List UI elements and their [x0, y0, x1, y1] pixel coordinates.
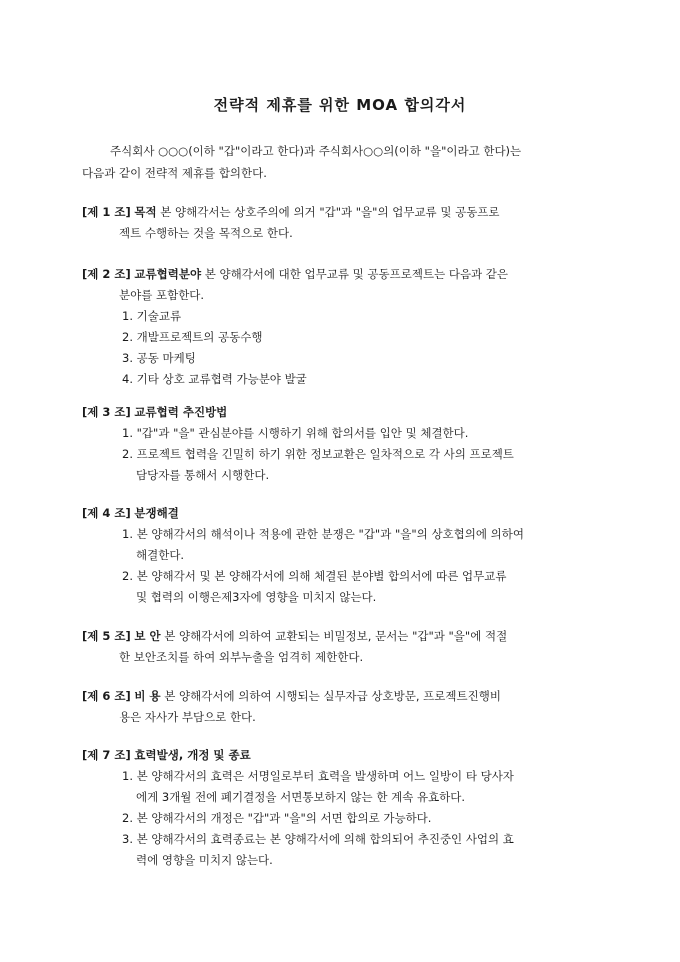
item-text-continued: 해결한다. [136, 548, 185, 562]
article-2-name: 교류협력분야 [134, 267, 202, 281]
item-text: 공동 마케팅 [136, 351, 196, 365]
item-text-continued: 력에 영향을 미치지 않는다. [136, 853, 273, 867]
item-number: 4. [122, 372, 133, 386]
item-number: 2. [122, 811, 133, 825]
list-item [82, 369, 602, 390]
article-2-text-2: 분야를 포함한다. [119, 288, 205, 302]
article-4-name: 분쟁해결 [134, 506, 179, 520]
item-text: 본 양해각서의 개정은 "갑"과 "을"의 서면 합의로 가능하다. [136, 811, 432, 825]
item-number: 1. [122, 309, 133, 323]
item-number: 1. [122, 769, 133, 783]
item-text-continued: 및 협력의 이행은제3자에 영향을 미치지 않는다. [136, 590, 377, 604]
item-number: 2. [122, 330, 133, 344]
article-5-head [82, 626, 602, 647]
item-text: 본 양해각서의 효력은 서명일로부터 효력을 발생하며 어느 일방이 타 당사자 [136, 769, 514, 783]
article-5-name: 보 안 [134, 629, 161, 643]
item-number: 3. [122, 351, 133, 365]
item-number: 2. [122, 447, 133, 461]
intro-paragraph [82, 140, 602, 184]
item-text: 프로젝트 협력을 긴밀히 하기 위한 정보교환은 일차적으로 각 사의 프로젝트 [136, 447, 514, 461]
item-text: 본 양해각서의 해석이나 적용에 관한 분쟁은 "갑"과 "을"의 상호협의에 의하여 [136, 527, 524, 541]
item-text: 기술교류 [136, 309, 182, 323]
article-3-head [82, 402, 602, 423]
list-item [82, 566, 602, 608]
article-6-name: 비 용 [134, 689, 161, 703]
list-item [82, 306, 602, 327]
item-text-continued: 에게 3개월 전에 폐기결정을 서면통보하지 않는 한 계속 유효하다. [136, 790, 466, 804]
list-item [82, 327, 602, 348]
article-2 [82, 264, 602, 390]
article-1 [82, 202, 602, 244]
article-5-label: [제 5 조] [82, 629, 131, 643]
article-6-label: [제 6 조] [82, 689, 131, 703]
article-6-head [82, 686, 602, 707]
item-text: 본 양해각서의 효력종료는 본 양해각서에 의해 합의되어 추진중인 사업의 효 [136, 832, 514, 846]
article-3 [82, 402, 602, 486]
article-1-label: [제 1 조] [82, 205, 131, 219]
article-2-label: [제 2 조] [82, 267, 131, 281]
article-4-head [82, 503, 602, 524]
article-7-label: [제 7 조] [82, 748, 131, 762]
article-1-text-2: 젝트 수행하는 것을 목적으로 한다. [119, 226, 293, 240]
item-text: 본 양해각서 및 본 양해각서에 의해 체결된 분야별 합의서에 따른 업무교류 [136, 569, 507, 583]
document-title: 전략적 제휴를 위한 MOA 합의각서 [213, 96, 467, 114]
article-4-label: [제 4 조] [82, 506, 131, 520]
item-number: 2. [122, 569, 133, 583]
article-1-head [82, 202, 602, 223]
list-item [82, 524, 602, 566]
article-7 [82, 745, 602, 871]
article-5-text-2: 한 보안조치를 하여 외부누출을 엄격히 제한한다. [119, 650, 364, 664]
list-item [82, 829, 602, 871]
list-item [82, 444, 602, 486]
article-6-text-1: 본 양해각서에 의하여 시행되는 실무자급 상호방문, 프로젝트진행비 [164, 689, 501, 703]
article-2-head [82, 264, 602, 285]
article-3-label: [제 3 조] [82, 405, 131, 419]
item-text: "갑"과 "을" 관심분야를 시행하기 위해 합의서를 입안 및 체결한다. [136, 426, 469, 440]
article-5 [82, 626, 602, 668]
item-number: 1. [122, 527, 133, 541]
item-text-continued: 담당자를 통해서 시행한다. [136, 468, 270, 482]
article-1-text-1: 본 양해각서는 상호주의에 의거 "갑"과 "을"의 업무교류 및 공동프로 [160, 205, 500, 219]
item-number: 3. [122, 832, 133, 846]
item-text: 기타 상호 교류협력 가능분야 발굴 [136, 372, 307, 386]
article-1-name: 목적 [134, 205, 157, 219]
article-5-text-1: 본 양해각서에 의하여 교환되는 비밀정보, 문서는 "갑"과 "을"에 적절 [164, 629, 508, 643]
list-item [82, 766, 602, 808]
intro-line-2: 다음과 같이 전략적 제휴를 합의한다. [82, 166, 267, 180]
item-number: 1. [122, 426, 133, 440]
intro-line-1: 주식회사 ○○○(이하 "갑"이라고 한다)과 주식회사○○의(이하 "을"이라고 한다)는 [110, 144, 522, 158]
article-6-text-2: 용은 자사가 부담으로 한다. [119, 710, 256, 724]
article-7-name: 효력발생, 개정 및 종료 [134, 748, 251, 762]
article-6 [82, 686, 602, 728]
list-item [82, 808, 602, 829]
article-7-head [82, 745, 602, 766]
list-item [82, 423, 602, 444]
item-text: 개발프로젝트의 공동수행 [136, 330, 263, 344]
list-item [82, 348, 602, 369]
article-3-name: 교류협력 추진방법 [134, 405, 228, 419]
article-4 [82, 503, 602, 608]
article-2-text-1: 본 양해각서에 대한 업무교류 및 공동프로젝트는 다음과 같은 [204, 267, 509, 281]
